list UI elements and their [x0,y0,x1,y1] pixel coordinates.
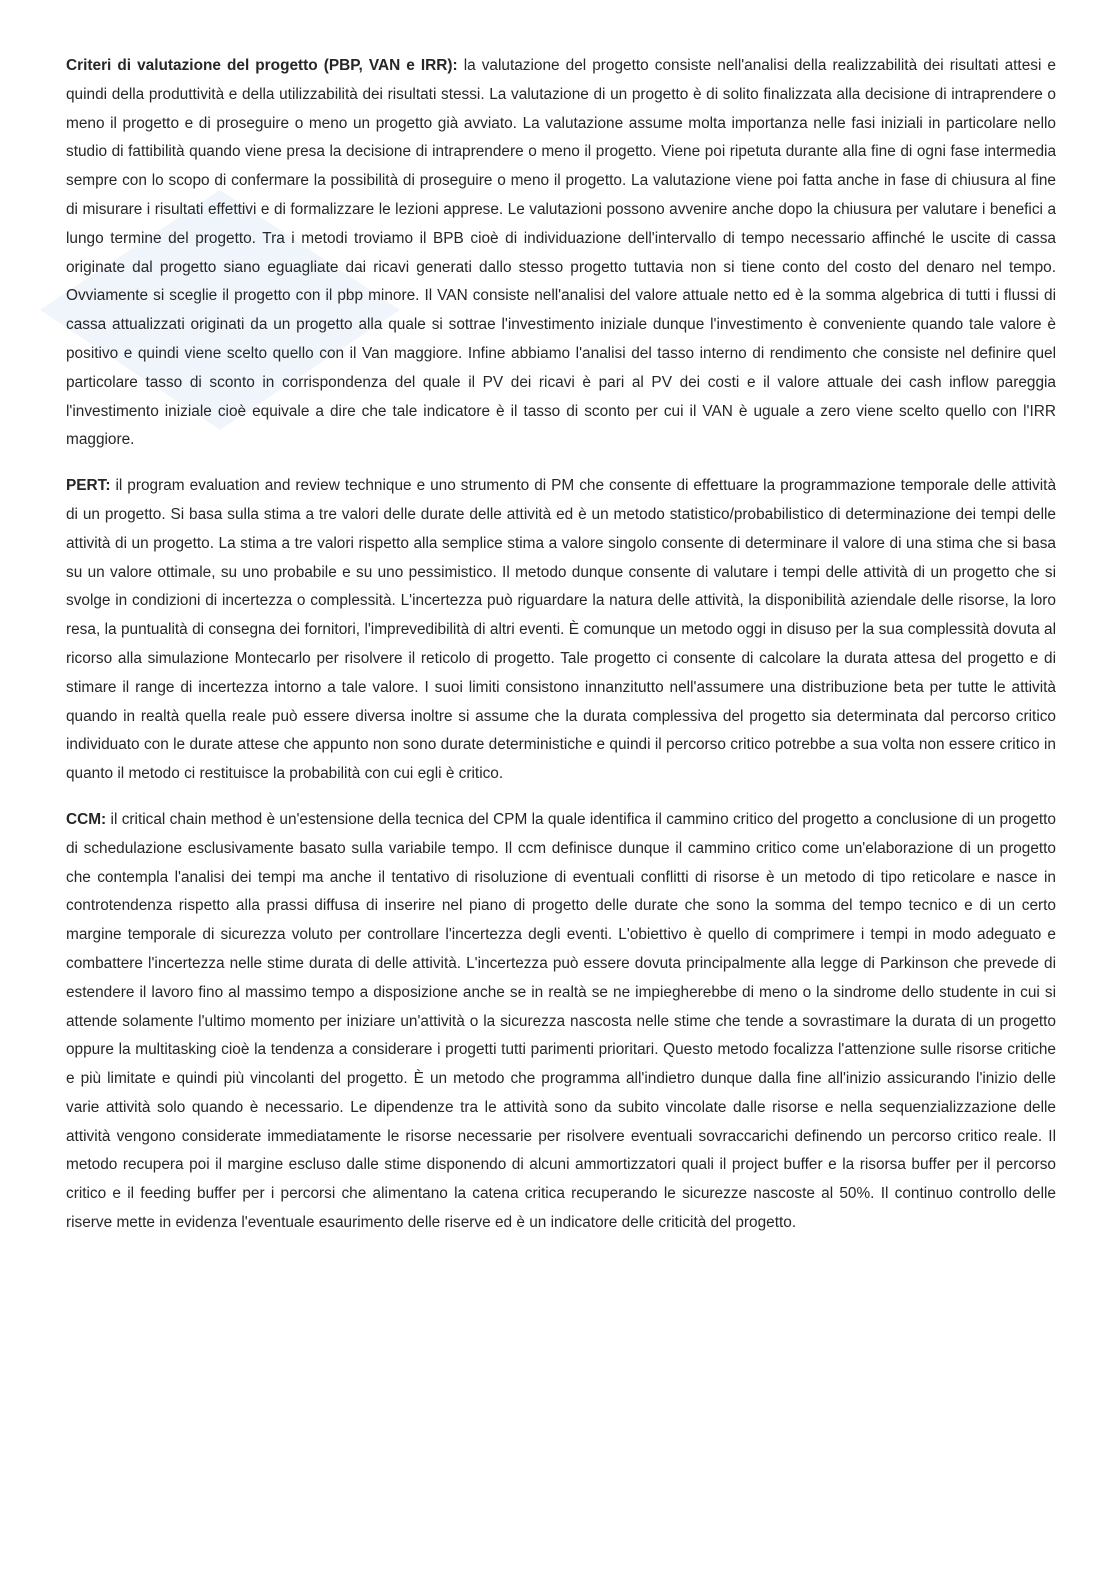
heading-ccm: CCM: [66,810,107,828]
heading-valutazione-progetto: Criteri di valutazione del progetto (PBP, VAN e IRR): [66,57,458,74]
text-ccm: il critical chain method è un'estensione della tecnica del CPM la quale identifica il cammino critico del progetto a conclusione di un progetto di schedulazione esclusivamente basato sulla variabile tempo. Il ccm definisce dunque il cammino critico come un'elaborazione di un progetto che contempla l'analisi dei tempi ma anche il tentativo di risoluzione di eventuali conflitti di risorse è un metodo di tipo reticolare e nasce in controtendenza rispetto alla prassi diffusa di inserire nel piano di progetto delle durate che sono la somma del tempo tecnico e di un certo margine temporale di sicurezza voluto per controllare l'incertezza degli eventi. L'obiettivo è quello di comprimere i tempi in modo adeguato e combattere l'incertezza nelle stime durata di delle attività. L'incertezza può essere dovuta principalmente alla legge di Parkinson che prevede di estendere il lavoro fino al massimo tempo a disposizione anche se in realtà se ne impiegherebbe di meno o la sindrome dello studente in cui si attende solamente l'ultimo momento per iniziare un'attività o la sicurezza nascosta nelle stime che tende a sovrastimare la durata di un progetto oppure la multitasking cioè la tendenza a considerare i progetti tutti parimenti prioritari. Questo metodo focalizza l'attenzione sulle risorse critiche e più limitate e quindi più vincolanti del progetto. È un metodo che programma all'indietro dunque dalla fine all'inizio assicurando l'inizio delle varie attività solo quando è necessario. Le dipendenze tra le attività sono da subito vincolate dalle risorse e nella sequenzializzazione delle attività vengono considerate immediatamente le risorse necessarie per risolvere eventuali sovraccarichi definendo un percorso critico reale. Il metodo recupera poi il margine escluso dalle stime disponendo di alcuni ammortizzatori quali il project buffer e la risorsa buffer per il percorso critico e il feeding buffer per i percorsi che alimentano la catena critica recuperando le sicurezze nascoste al 50%. Il continuo controllo delle riserve mette in evidenza l'eventuale esaurimento delle riserve ed è un indicatore delle criticità del progetto. [66,810,1056,1232]
document-page [66,52,1056,1255]
text-valutazione-progetto: la valutazione del progetto consiste nell'analisi della realizzabilità dei risultati attesi e quindi della produttività e della utilizzabilità dei risultati stessi. La valutazione di un progetto è di solito finalizzata alla decisione di intraprendere o meno il progetto e di proseguire o meno un progetto già avviato. La valutazione assume molta importanza nelle fasi iniziali in particolare nello studio di fattibilità quando viene presa la decisione di intraprendere o meno il progetto. Viene poi ripetuta durante alla fine di ogni fase intermedia sempre con lo scopo di confermare la possibilità di proseguire o meno il progetto. La valutazione viene poi fatta anche in fase di chiusura al fine di misurare i risultati effettivi e di formalizzare le lezioni apprese. Le valutazioni possono avvenire anche dopo la chiusura per valutare i benefici a lungo termine del progetto. Tra i metodi troviamo il BPB cioè di individuazione dell'intervallo di tempo necessario affinché le uscite di cassa originate dal progetto siano eguagliate dai ricavi generati dallo stesso progetto tuttavia non si tiene conto del costo del denaro nel tempo. Ovviamente si sceglie il progetto con il pbp minore. Il VAN consiste nell'analisi del valore attuale netto ed è la somma algebrica di tutti i flussi di cassa attualizzati originati da un progetto alla quale si sottrae l'investimento iniziale dunque l'investimento è conveniente quando tale valore è positivo e quindi viene scelto quello con il Van maggiore. Infine abbiamo l'analisi del tasso interno di rendimento che consiste nel definire quel particolare tasso di sconto in corrispondenza del quale il PV dei ricavi è pari al PV dei costi e il valore attuale dei cash inflow pareggia l'investimento iniziale cioè equivale a dire che tale indicatore è il tasso di sconto per cui il VAN è uguale a zero viene scelto quello con l'IRR maggiore. [66,57,1056,449]
text-pert: il program evaluation and review technique e uno strumento di PM che consente di effettuare la programmazione temporale delle attività di un progetto. Si basa sulla stima a tre valori delle durate delle attività ed è un metodo statistico/probabilistico di determinazione dei tempi delle attività di un progetto. La stima a tre valori rispetto alla semplice stima a valore singolo consente di determinare il valore di una stima che si basa su un valore ottimale, su uno probabile e su uno pessimistico. Il metodo dunque consente di valutare i tempi delle attività di un progetto che si svolge in condizioni di incertezza o complessità. L'incertezza può riguardare la natura delle attività, la disponibilità aziendale delle risorse, la loro resa, la puntualità di consegna dei fornitori, l'imprevedibilità di altri eventi. È comunque un metodo oggi in disuso per la sua complessità dovuta al ricorso alla simulazione Montecarlo per risolvere il reticolo di progetto. Tale progetto ci consente di calcolare la durata attesa del progetto e di stimare il range di incertezza intorno a tale valore. I suoi limiti consistono innanzitutto nell'assumere una distribuzione beta per tutte le attività quando in realtà quella reale può essere diversa inoltre si assume che la durata complessiva del progetto sia determinata dal percorso critico individuato con le durate attese che appunto non sono durate deterministiche e quindi il percorso critico potrebbe a sua volta non essere critico in quanto il metodo ci restituisce la probabilità con cui egli è critico. [66,477,1056,783]
paragraph-ccm [66,806,1056,1238]
paragraph-pert [66,472,1056,789]
paragraph-valutazione-progetto [66,52,1056,455]
heading-pert: PERT: [66,477,111,495]
